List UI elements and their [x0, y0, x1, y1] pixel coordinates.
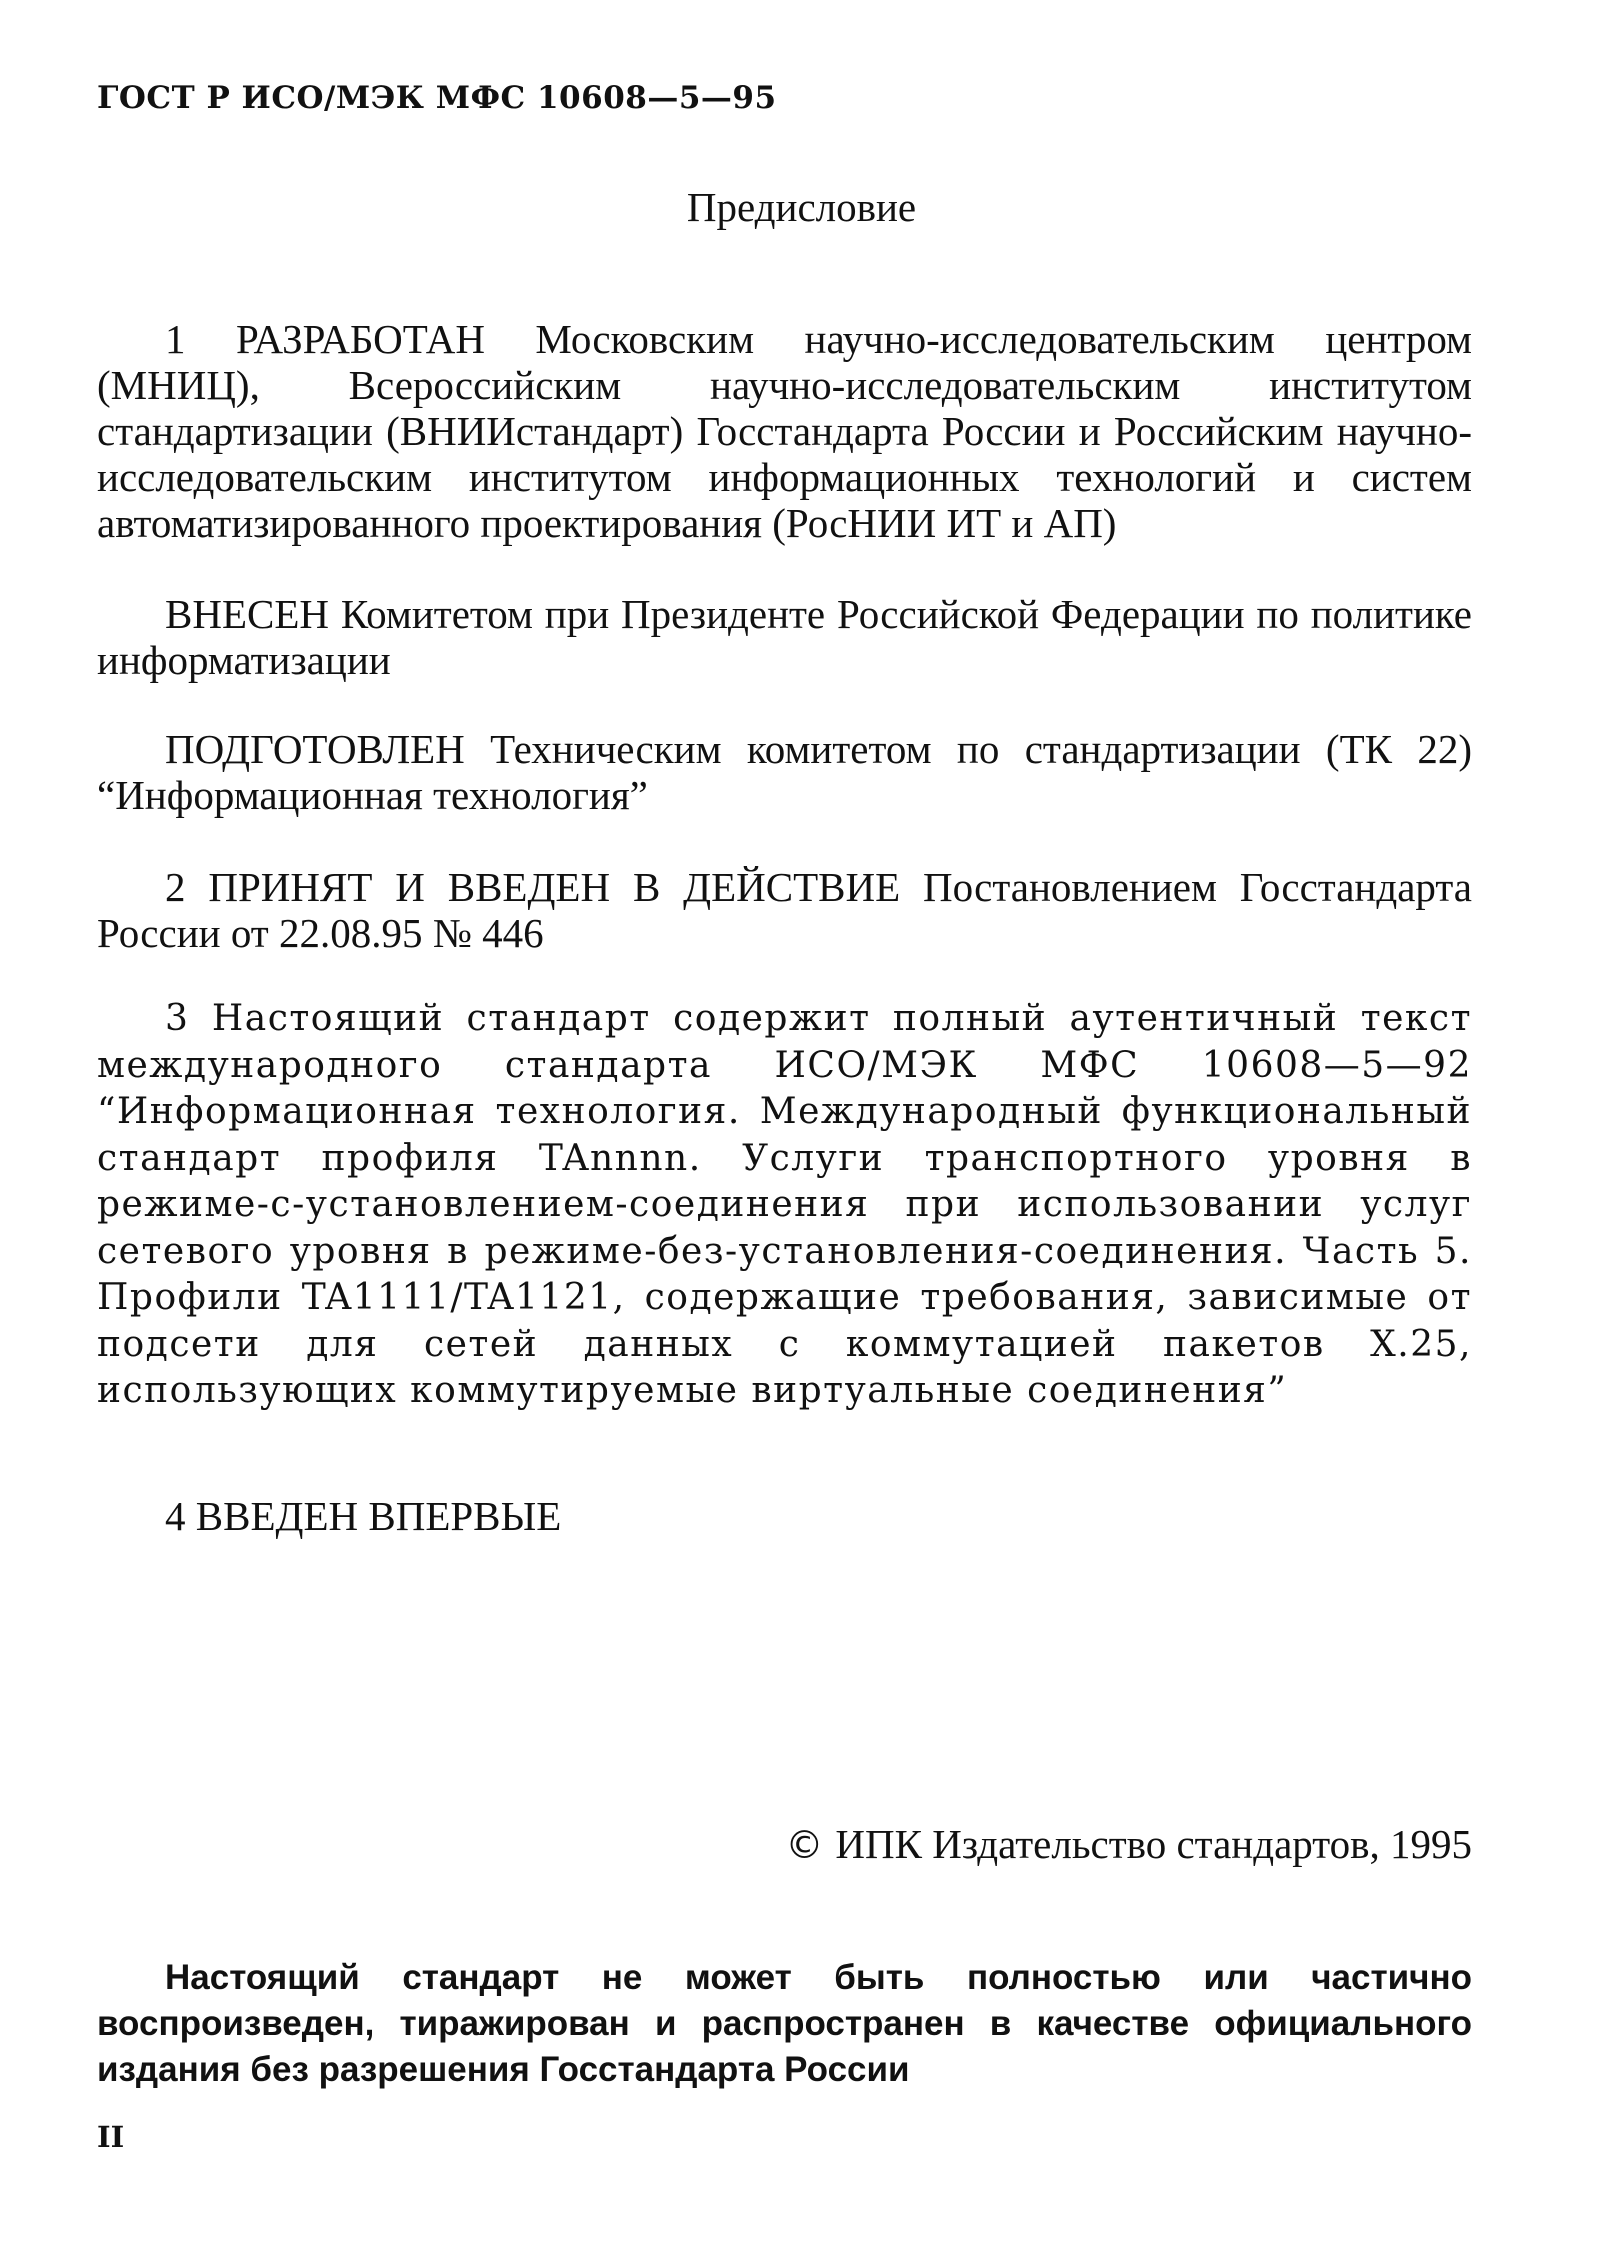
reproduction-notice: Настоящий стандарт не может быть полностью или частично воспроизведен, тиражирован и распространен в качестве официального издания без разрешения Госстандарта России — [97, 1958, 1472, 2089]
copyright-line — [785, 1820, 1472, 1868]
paragraph-adopted: 2 ПРИНЯТ И ВВЕДЕН В ДЕЙСТВИЕ Постановлением Госстандарта России от 22.08.95 № 446 — [97, 864, 1472, 956]
paragraph-introduced-by: ВНЕСЕН Комитетом при Президенте Российской Федерации по политике информатизации — [97, 591, 1472, 683]
copyright-text: ИПК Издательство стандартов, 1995 — [835, 1821, 1472, 1867]
paragraph-first-introduced: 4 ВВЕДЕН ВПЕРВЫЕ — [165, 1493, 562, 1539]
page-number: II — [97, 2120, 125, 2154]
copyright-icon: © — [785, 1823, 824, 1867]
document-code-header: ГОСТ Р ИСО/МЭК МФС 10608—5—95 — [97, 80, 777, 116]
paragraph-developed-by: 1 РАЗРАБОТАН Московским научно-исследовательским центром (МНИЦ), Всероссийским научно-исследовательским институтом стандартизации (ВНИИстандарт) Госстандарта России и Российским научно-исследовательским институтом информационных технологий и систем автоматизированного проектирования (РосНИИ ИТ и АП) — [97, 316, 1472, 546]
section-title: Предисловие — [686, 184, 917, 230]
paragraph-standard-content: 3 Настоящий стандарт содержит полный аутентичный текст международного стандарта ИСО/МЭК МФС 10608—5—92 “Информационная технология. Международный функциональный стандарт профиля TAnnnn. Услуги транспортного уровня в режиме-с-установлением-соединения при использовании услуг сетевого уровня в режиме-без-установления-соединения. Часть 5. Профили TA1111/TA1121, содержащие требования, зависимые от подсети для сетей данных с коммутацией пакетов X.25, использующих коммутируемые виртуальные соединения” — [97, 998, 1472, 1411]
paragraph-prepared-by: ПОДГОТОВЛЕН Техническим комитетом по стандартизации (ТК 22) “Информационная технология” — [97, 726, 1472, 818]
